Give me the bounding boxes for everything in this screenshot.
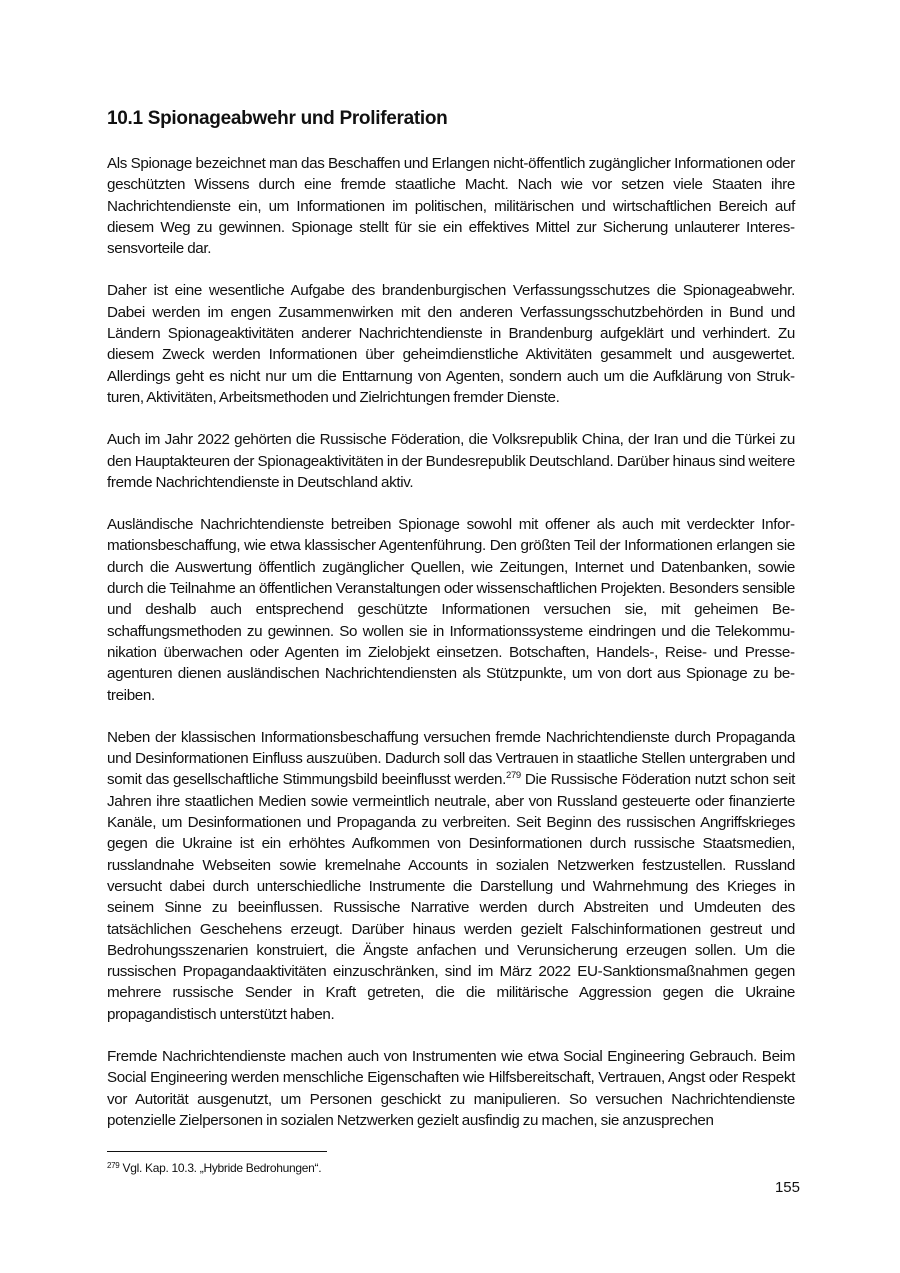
paragraph-desinformation bbox=[107, 727, 795, 1025]
paragraph-informationsbeschaffung: Ausländische Nachrichtendienste betreiben Spionage sowohl mit offener als auch mit verdeckter Informationsbeschaffung, wie etwa klassischer Agentenführung. Den größten Teil der Informationen erlangen sie durch die Auswertung öffentlich zugänglicher Quellen, wie Zeitungen, Internet und Datenbanken, sowie durch die Teilnahme an öffentlichen Veranstaltungen oder wissenschaftlichen Projekten. Besonders sensible und deshalb auch entsprechend geschützte Informationen versuchen sie, mit geheimen Beschaffungsmethoden zu gewinnen. So wollen sie in Informationssysteme eindringen und die Telekommunikation überwachen oder Agenten im Zielobjekt einsetzen. Botschaften, Handels-, Reise- und Presseagenturen dienen ausländischen Nachrichtendiensten als Stützpunkte, um von dort aus Spionage zu betreiben. bbox=[107, 516, 795, 704]
body-text bbox=[107, 153, 795, 1152]
paragraph-desinformation-part-2: Die Russische Föderation nutzt schon seit Jahren ihre staatlichen Medien sowie vermeintlich neutrale, aber von Russland gesteuerte oder finanzierte Kanäle, um Desinformationen und Propaganda zu verbreiten. Seit Beginn des russischen Angriffskrieges gegen die Ukraine ist ein erhöhtes Aufkommen von Desinformationen durch russische Staatsmedien, russlandnahe Webseiten sowie kremelnahe Accounts in sozialen Netzwerken festzustellen. Russland versucht dabei durch unterschiedliche Instrumente die Darstellung und Wahrnehmung des Krieges in seinem Sinne zu beeinflussen. Russische Narrative werden durch Abstreiten und Umdeuten des tatsächlichen Geschehens erzeugt. Darüber hinaus werden gezielt Falschinformationen gestreut und Bedrohungsszenarien konstruiert, die Ängste anfachen und Verunsicherung erzeugen sollen. Um die russischen Propagandaaktivitäten einzuschränken, sind im März 2022 EU-Sanktionsmaßnahmen gegen mehrere russische Sender in Kraft getreten, die die militärische Aggression gegen die Ukraine propagandistisch unterstützt haben. bbox=[107, 771, 795, 1023]
section-heading: 10.1 Spionageabwehr und Proliferation bbox=[107, 108, 448, 129]
footnote-text: Vgl. Kap. 10.3. „Hybride Bedrohungen“. bbox=[122, 1161, 322, 1175]
page-number: 155 bbox=[774, 1179, 800, 1196]
footnote-number: 279 bbox=[107, 1161, 120, 1170]
paragraph-spionageabwehr: Daher ist eine wesentliche Aufgabe des brandenburgischen Verfassungsschutzes die Spionageabwehr. Dabei werden im engen Zusammenwirken mit den anderen Verfassungsschutzbehörden in Bund und Ländern Spionageaktivitäten anderer Nachrichtendienste in Brandenburg aufgeklärt und verhindert. Zu diesem Zweck werden Informationen über geheimdienstliche Aktivitäten gesammelt und ausgewertet. Allerdings geht es nicht nur um die Enttarnung von Agenten, sondern auch um die Aufklärung von Strukturen, Aktivitäten, Arbeitsmethoden und Zielrichtungen fremder Dienste. bbox=[107, 282, 795, 406]
paragraph-desinformation-part-1: Neben der klassischen Informationsbeschaffung versuchen fremde Nachrichtendienste durch Propaganda und Desinformationen Einfluss auszuüben. Dadurch soll das Vertrauen in staatliche Stellen untergraben und somit das gesellschaftliche Stimmungsbild beeinflusst werden. bbox=[107, 728, 795, 789]
footnote bbox=[107, 1160, 321, 1176]
paragraph-spionage-definition: Als Spionage bezeichnet man das Beschaffen und Erlangen nicht-öffentlich zugänglicher Informationen oder geschützten Wissens durch eine fremde staatliche Macht. Nach wie vor setzen viele Staaten ihre Nachrichtendienste ein, um Informationen im politischen, militärischen und wirtschaftlichen Bereich auf diesem Weg zu gewinnen. Spionage stellt für sie ein effektives Mittel zur Sicherung unlauterer Interessensvorteile dar. bbox=[107, 155, 795, 258]
paragraph-social-engineering: Fremde Nachrichtendienste machen auch von Instrumenten wie etwa Social Engineering Gebrauch. Beim Social Engineering werden menschliche Eigenschaften wie Hilfsbereitschaft, Vertrauen, Angst oder Respekt vor Autorität ausgenutzt, um Personen geschickt zu manipulieren. So versuchen Nachrichtendienste potenzielle Zielpersonen in sozialen Netzwerken gezielt ausfindig zu machen, sie anzusprechen bbox=[107, 1047, 795, 1129]
footnote-reference[interactable]: 279 bbox=[506, 770, 521, 782]
footnote-divider bbox=[107, 1151, 327, 1152]
paragraph-hauptakteure: Auch im Jahr 2022 gehörten die Russische Föderation, die Volksrepublik China, der Iran und die Türkei zu den Hauptakteuren der Spionageaktivitäten in der Bundesrepublik Deutschland. Darüber hinaus sind weitere fremde Nachrichtendienste in Deutschland aktiv. bbox=[107, 431, 795, 491]
